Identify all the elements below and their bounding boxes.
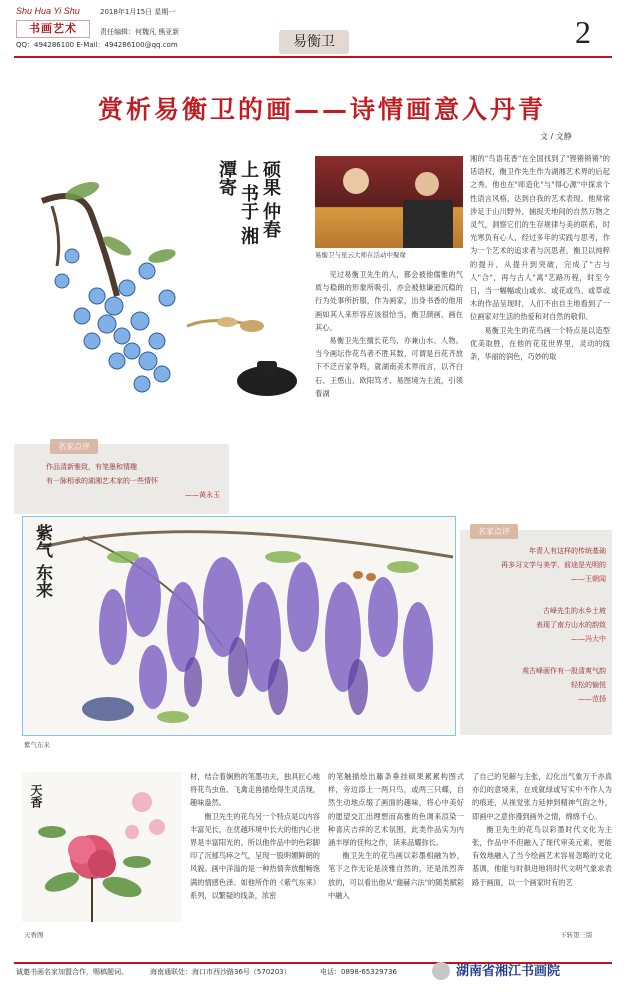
review-line: 年青人有这样的传统基础 (529, 547, 606, 555)
paragraph: 的笔触描绘出藤条垂挂硕果累累构图式样，旁边添上一两只鸟，或两三只蝶，自然生动地点缀了画面的趣味，将心中美好的愿望交汇出理想而高雅的色调来渲染一种喜庆吉祥的艺术氛围，此类作品实为内涵丰厚的佳构之作，读来品耀弥长。 (328, 772, 464, 848)
painting-wisteria (22, 516, 456, 736)
article-column-mid (315, 268, 463, 451)
painting-1-calligraphy: 硕果 仲春上 书于 湘潭寄 (216, 160, 281, 245)
painting-caption-1: 紫气东来 (24, 741, 50, 749)
review-attribution: ——王朝闻 (571, 575, 606, 583)
watermark: 湖南省湘江书画院 (456, 964, 561, 979)
section-title: 易衡卫 (293, 34, 335, 50)
section-tab (279, 30, 349, 54)
review-item (466, 544, 606, 586)
review-attribution: ——黄永玉 (185, 491, 220, 499)
article-column-b3 (472, 770, 612, 925)
masthead-logo-text: 书画艺术 (29, 22, 77, 35)
paragraph: 衡卫先生的花鸟画以彩墨相融为妙，笔下之作无论是淡雅自然的，还是浓烈奔放的，可以看出他从"谢赫六法"的随类赋彩中融入 (328, 851, 464, 900)
painting-2-calligraphy: 紫气 东来 (32, 524, 52, 598)
issue-date: 2018年1月15日 星期一 (100, 8, 176, 16)
review-item (466, 664, 606, 706)
painting-1-inscription (215, 160, 305, 250)
painting-3-inscription (28, 784, 45, 808)
review-title-left: 名家点评 (50, 439, 98, 454)
paragraph: 衡卫先生的花鸟另一个特点是以内容丰富见长，在优越环境中长大的他内心世界是丰富阳光的，所以他作品中的色彩脚印了沉郁鸟瘁之气，呈现一股明媚鲜朗的风貌。画中洋溢的是一种热情奔放酣畅饱满的情感色泽。如他所作的《紫气东来》系列，以繁疑的线条，浓密 (190, 811, 320, 900)
brand-roman: Shu Hua Yi Shu (16, 6, 80, 16)
paragraph: 易衡卫先生擅长花鸟，亦兼山水、人物。当今画坛作花鸟者不胜其数，可谓是百花齐放下不泛百家争鸣，就湖南美术界而言，以齐白石、王憨山、欧阳笃才、易图境为主流，引领着湖 (315, 336, 463, 398)
contact-info: QQ：494286100 E-Mail：494286100@qq.com (16, 41, 178, 49)
page-number: 2 (575, 14, 591, 50)
headline: 赏析易衡卫的画——诗情画意入丹青 (97, 95, 546, 124)
footer-address: 海南通联处：海口市西沙路36号（570203） (150, 968, 291, 976)
wechat-icon (432, 962, 450, 980)
review-text-left (46, 460, 226, 502)
continue-note: 下转第三版 (560, 931, 593, 939)
article-column-b1 (190, 770, 320, 940)
review-line: 作品清新雅致，有笔墨和情趣 (46, 463, 137, 471)
review-title-right: 名家点评 (470, 524, 518, 539)
review-line: 有一脉相承的湖湘艺术家的一些情怀 (46, 477, 158, 485)
photo-with-master (315, 156, 463, 248)
author-line: 文 / 文静 (540, 132, 572, 141)
paragraph: 易衡卫先生的花鸟画一个特点是以造型优美取胜，在他的花花世界里，灵动的线条，华丽的润色，巧妙的取 (470, 325, 610, 362)
paragraph: 湘的"鸟语花香"在全国找到了"铿锵锵锵"的话语权，衡卫作先生作为湖湘艺术界的后起之秀，他也在"师造化"与"得心源"中探求个性语言风格，达到自我的艺术表现。他常常涉足于山川野外，捕捉天地间的自然万物之灵气，洞察它们的生存规律与美的联系，时光寒负有心人，经过多年的实践与思考，作为一个艺术的追求者与沉思者，衡卫以纯粹的提升，从提升到突破，完成了"古与人"合"，再与古人"离"艺路历程，时至今日，当一幅幅或山或水、或花或鸟、或草或木的作品呈现时，人们不由自主地看到了一位画家对生活的热爱和对自然的敬仰。 (470, 154, 610, 322)
footer-invite: 诚邀书画名家加盟合作，赐稿题词。 (16, 968, 128, 976)
painting-2-inscription (30, 524, 80, 694)
masthead-logo (16, 20, 90, 38)
paragraph: 了自己的见解与主张，幻化出气象万千亦真亦幻的意境来，在成就绿或写实中不作人为的痕迹，从视觉张力延伸到精神气韵之外，即画中之意你漫到画外之情，绵绵千心。 (472, 772, 612, 821)
review-line: 轻松的愉悦 (571, 681, 606, 689)
review-line: 表现了南方山水的韵致 (536, 621, 606, 629)
footer-phone: 电话：0898-65329736 (320, 968, 397, 976)
painting-peony (22, 772, 182, 922)
photo-caption: 易衡卫与星云大师在活动中聚缘 (315, 251, 406, 259)
review-line: 观古峰画作有一股清爽气韵 (522, 667, 606, 675)
paragraph: 衡卫先生的花鸟以彩墨时代文化为主张，作品中不但融入了现代审美元素，更能有效地融入了当今绘画艺术容易忽略的文化基调，他能与时俱进地将时代文明气象求表路于画面，以一个画家时有的艺 (472, 824, 612, 887)
review-line: 古峰先生的水乡土坡 (543, 607, 606, 615)
review-attribution: ——冯大中 (571, 635, 606, 643)
editors: 责任编辑：何魏凡 熊亚新 (100, 28, 180, 36)
painting-caption-2: 天香图 (24, 931, 44, 939)
painting-3-calligraphy: 天香 (29, 784, 43, 808)
review-attribution: ——范扬 (578, 695, 606, 703)
paragraph: 见过易衡卫先生的人，都会被他儒雅的气质与稳朗的形象所吸引，亦会被他谦逊沉稳的行为处事所折服，作为画家，出身书香的他用画如其人来形容应该很恰当，衡卫颜画，画在其心。 (315, 270, 463, 332)
review-item (466, 604, 606, 646)
article-column-b2 (328, 770, 464, 940)
review-line: 再多习文学与美学，前途是光明的 (501, 561, 606, 569)
article-column-right (470, 152, 610, 452)
paragraph: 材，结合着娴熟的笔墨功夫，独具匠心地将花鸟虫鱼、飞禽走兽描绘得生灵活现，趣味盎然。 (190, 772, 320, 808)
header-rule (14, 56, 612, 58)
